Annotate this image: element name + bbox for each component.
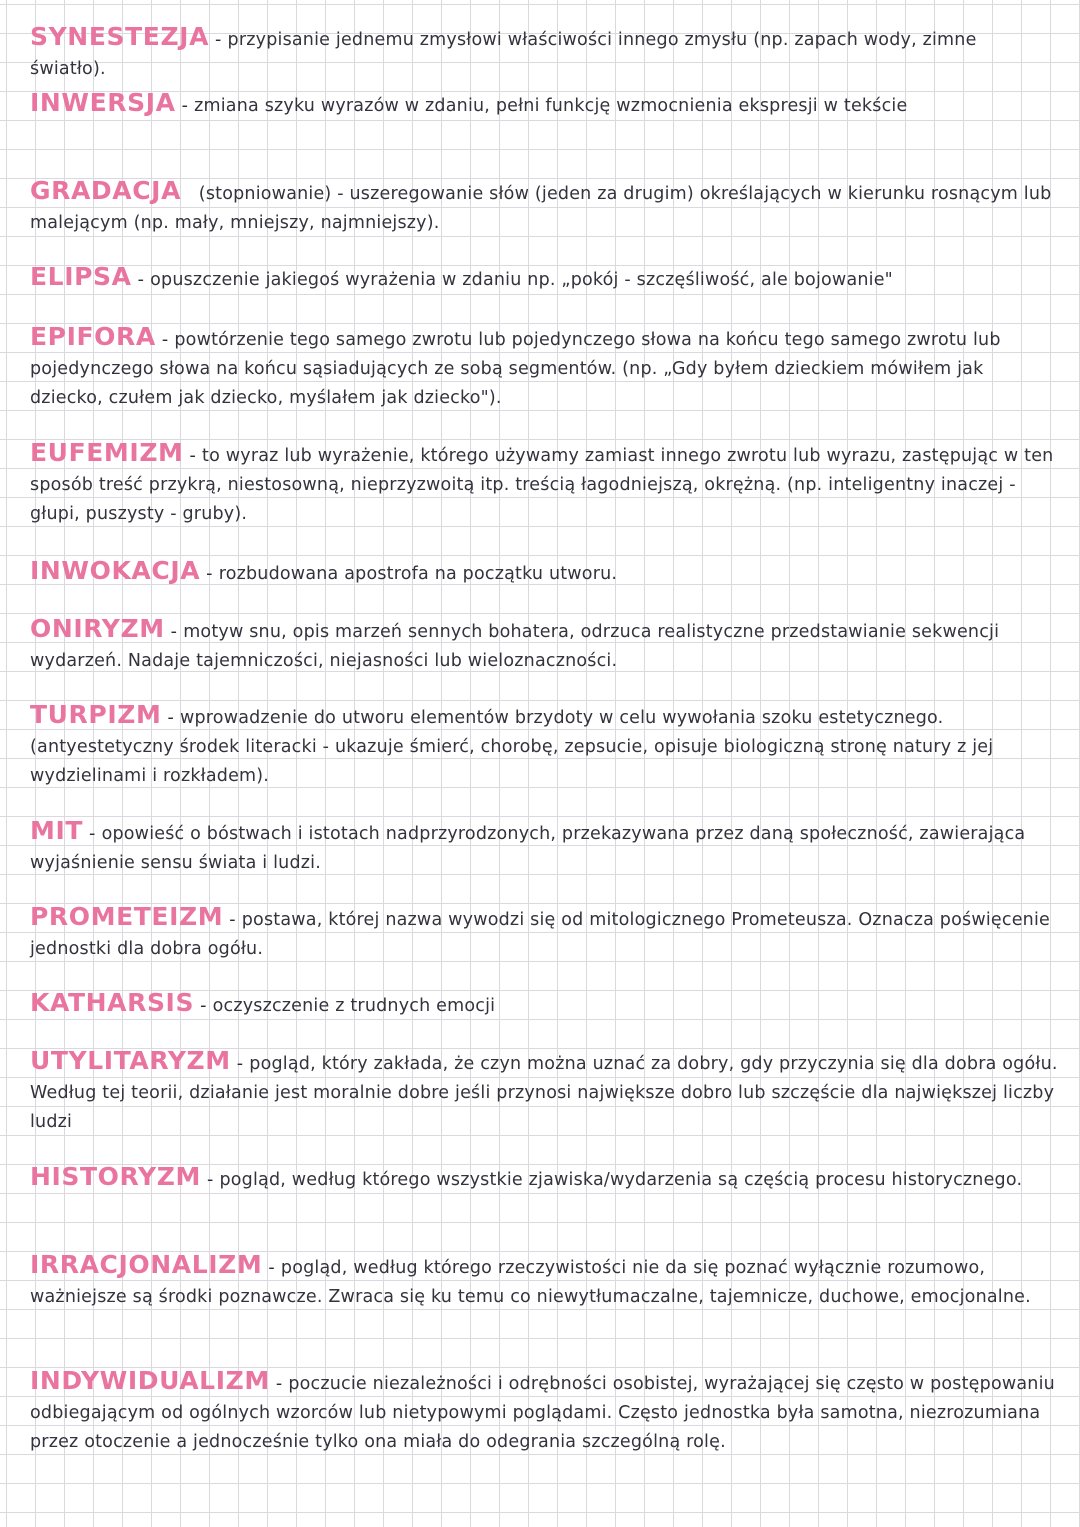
entry-definition: pogląd, według którego rzeczywistości nie da się poznać wyłącznie rozumowo, ważniejsze są środki poznawcze. Zwraca się ku temu co niewytłumaczalne, tajemnicze, duchowe, emocjonalne. — [30, 1258, 1031, 1307]
entry-elipsa — [30, 262, 1058, 295]
entry-dash: - — [189, 446, 197, 466]
entry-definition: to wyraz lub wyrażenie, którego używamy zamiast innego zwrotu lub wyrazu, zastępując w ten sposób treść przykrą, niestosowną, nieprzyzwoitą itp. treścią łagodniejszą, okrężną. (np. inteligentny inaczej - głupi, puszysty - gruby). — [30, 446, 1054, 524]
entry-epifora — [30, 322, 1058, 413]
entry-indywidualizm — [30, 1366, 1058, 1457]
entry-term: ELIPSA — [30, 262, 132, 291]
entry-definition: opuszczenie jakiegoś wyrażenia w zdaniu np. „pokój - szczęśliwość, ale bojowanie" — [150, 270, 893, 290]
entry-historyzm — [30, 1162, 1058, 1195]
entry-definition: pogląd, według którego wszystkie zjawiska/wydarzenia są częścią procesu historycznego. — [219, 1170, 1023, 1190]
entry-definition: poczucie niezależności i odrębności osobistej, wyrażającej się często w postępowaniu odbiegającym od ogólnych wzorców lub nietypowymi poglądami. Często jednostka była samotna, niezrozumiana przez otoczenie a jednocześnie tylko ona miała do odegrania szczególną rolę. — [30, 1374, 1055, 1452]
entry-inwokacja — [30, 556, 1058, 589]
entry-synestezja — [30, 22, 1058, 84]
entry-dash: - — [268, 1258, 275, 1278]
entry-definition: (stopniowanie) - uszeregowanie słów (jeden za drugim) określających w kierunku rosnącym lub malejącym (np. mały, mniejszy, najmniejszy). — [30, 184, 1052, 233]
entry-term: KATHARSIS — [30, 988, 195, 1017]
entry-definition: rozbudowana apostrofa na początku utworu. — [218, 564, 618, 584]
entry-term: EPIFORA — [30, 322, 156, 351]
entry-oniryzm — [30, 614, 1058, 676]
entry-definition: wprowadzenie do utworu elementów brzydoty w celu wywołania szoku estetycznego. (antyestetyczny środek literacki - ukazuje śmierć, chorobę, zepsucie, opisuje biologiczną stronę natury z jej wydzielinami i rozkładem). — [30, 708, 994, 786]
entry-term: EUFEMIZM — [30, 438, 184, 467]
entry-inwersja — [30, 88, 1058, 121]
entry-term: INDYWIDUALIZM — [30, 1366, 270, 1395]
entry-dash: - — [275, 1374, 283, 1394]
entry-definition: zmiana szyku wyrazów w zdaniu, pełni funkcję wzmocnienia ekspresji w tekście — [194, 96, 908, 116]
entry-definition: motyw snu, opis marzeń sennych bohatera, odrzuca realistyczne przedstawianie sekwencji wydarzeń. Nadaje tajemniczości, niejasności lub wieloznaczności. — [30, 622, 1000, 671]
entry-definition: powtórzenie tego samego zwrotu lub pojedynczego słowa na końcu tego samego zwrotu lub pojedynczego słowa na końcu sąsiadujących ze sobą segmentów. (np. „Gdy byłem dzieckiem mówiłem jak dziecko, czułem jak dziecko, myślałem jak dziecko"). — [30, 330, 1001, 408]
entry-prometeizm — [30, 902, 1058, 964]
entry-term: INWOKACJA — [30, 556, 201, 585]
entry-dash: - — [161, 330, 169, 350]
entry-mit — [30, 816, 1058, 878]
entry-dash: - — [170, 622, 178, 642]
entry-dash: - — [137, 270, 145, 290]
entry-term: ONIRYZM — [30, 614, 165, 643]
entry-turpizm — [30, 700, 1058, 791]
entry-dash: - — [167, 708, 174, 728]
entry-dash: - — [206, 1170, 214, 1190]
entry-dash: - — [206, 564, 213, 584]
entry-term: UTYLITARYZM — [30, 1046, 231, 1075]
entry-dash: - — [229, 910, 236, 930]
entry-utylitaryzm — [30, 1046, 1058, 1137]
entry-dash — [181, 184, 199, 204]
entry-definition: przypisanie jednemu zmysłowi właściwości innego zmysłu (np. zapach wody, zimne światło). — [30, 30, 977, 79]
entry-dash: - — [215, 30, 222, 50]
entry-eufemizm — [30, 438, 1058, 529]
entry-definition: oczyszczenie z trudnych emocji — [212, 996, 496, 1016]
entry-term: INWERSJA — [30, 88, 176, 117]
entry-dash: - — [181, 96, 189, 116]
entry-dash: - — [89, 824, 96, 844]
entry-definition: postawa, której nazwa wywodzi się od mitologicznego Prometeusza. Oznacza poświęcenie jednostki dla dobra ogółu. — [30, 910, 1050, 959]
entry-definition: opowieść o bóstwach i istotach nadprzyrodzonych, przekazywana przez daną społeczność, zawierająca wyjaśnienie sensu świata i ludzi. — [30, 824, 1026, 873]
entry-gradacja — [30, 176, 1058, 238]
entry-term: HISTORYZM — [30, 1162, 201, 1191]
entry-irracjonalizm — [30, 1250, 1058, 1312]
entry-term: PROMETEIZM — [30, 902, 224, 931]
entry-dash: - — [200, 996, 207, 1016]
entry-dash: - — [236, 1054, 244, 1074]
entry-term: TURPIZM — [30, 700, 162, 729]
entry-term: IRRACJONALIZM — [30, 1250, 263, 1279]
entry-term: GRADACJA — [30, 176, 182, 205]
entry-definition: pogląd, który zakłada, że czyn można uznać za dobry, gdy przyczynia się dla dobra ogółu. Według tej teorii, działanie jest moralnie dobre jeśli przynosi największe dobro lub szczęście dla największej liczby ludzi — [30, 1054, 1058, 1132]
entry-katharsis — [30, 988, 1058, 1021]
entry-term: MIT — [30, 816, 84, 845]
entry-term: SYNESTEZJA — [30, 22, 210, 51]
